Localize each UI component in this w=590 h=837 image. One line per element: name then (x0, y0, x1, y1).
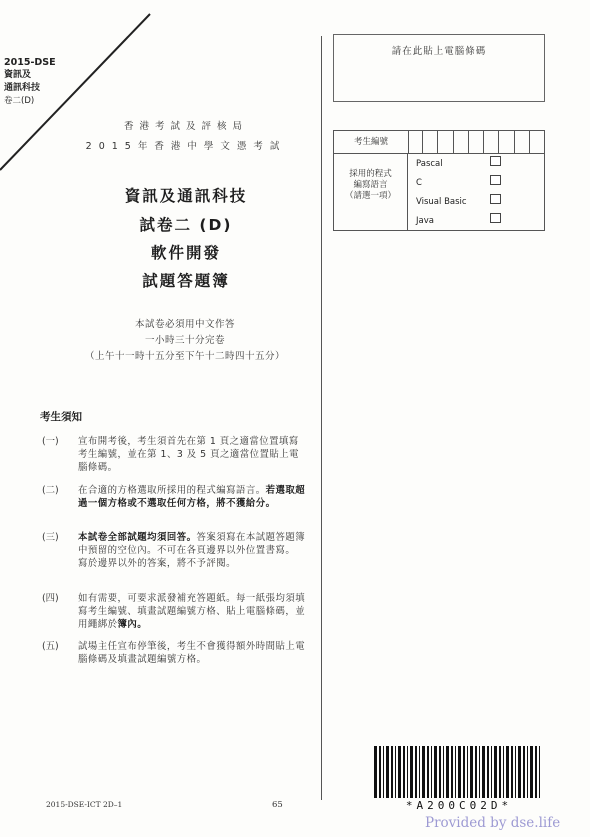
notice-number: (三) (42, 532, 59, 543)
barcode-bar (467, 746, 468, 798)
language-option-pascal: Pascal (416, 159, 443, 169)
notice-number: (一) (42, 436, 59, 447)
module-title: 軟件開發 (150, 244, 221, 262)
barcode-bar (419, 746, 420, 798)
barcode-bar (518, 746, 521, 798)
checkbox-c[interactable] (490, 175, 501, 185)
watermark-text: Provided by dse.life (425, 815, 561, 831)
margin-line (321, 36, 322, 800)
checkbox-java[interactable] (490, 213, 501, 223)
notice-text: 在合適的方格選取所採用的程式編寫語言。若選取超過一個方格或不選取任何方格，將不獲給分。 (78, 485, 306, 509)
exam-authority: 香港考試及評核局 (123, 121, 248, 132)
barcode-bar (431, 746, 432, 798)
barcode-bar (503, 746, 504, 798)
barcode-bar (455, 746, 456, 798)
barcode-bar (530, 746, 533, 798)
barcode-bar (482, 746, 485, 798)
notice-text: 本試卷全部試題均須回答。答案須寫在本試題答題簿中預留的空位內。不可在各頁邊界以外位置書寫。 寫於邊界以外的答案，將不予評閱。 (78, 532, 306, 569)
barcode-graphic (374, 746, 544, 798)
stamp-year: 2015-DSE (4, 57, 56, 68)
notice-text: 如有需要，可要求派發補充答題紙。每一紙張均須填寫考生編號、填畫試題編號方格、貼上電腦條碼，並用繩綁於簿內。 (78, 593, 306, 630)
barcode-bar (383, 746, 384, 798)
barcode-bar (494, 746, 497, 798)
barcode-bar (491, 746, 492, 798)
notice-text: 宣布開考後，考生須首先在第 1 頁之適當位置填寫考生編號，並在第 1、3 及 5 頁之適當位置貼上電腦條碼。 (78, 436, 299, 473)
paper-stamp (4, 56, 56, 108)
language-option-java: Java (416, 216, 434, 226)
barcode-bar (434, 746, 437, 798)
barcode-bar (458, 746, 461, 798)
barcode-bar (511, 746, 513, 798)
barcode-bar (427, 746, 429, 798)
notice-title: 考生須知 (40, 411, 82, 423)
barcode-bar (527, 746, 528, 798)
candidate-number-cells[interactable] (408, 131, 544, 153)
exam-name: 2015年香港中學文憑考試 (85, 141, 287, 152)
barcode-bar (475, 746, 477, 798)
barcode-bar (398, 746, 401, 798)
barcode-bar (403, 746, 405, 798)
language-option-visual-basic: Visual Basic (416, 197, 467, 207)
barcode-bar (379, 746, 381, 798)
notice-number: (二) (42, 485, 59, 496)
checkbox-pascal[interactable] (490, 156, 501, 166)
barcode-bar (391, 746, 393, 798)
language-label: 採用的程式 編寫語言 （請選一項） (334, 153, 408, 230)
barcode-sticker-label: 請在此貼上電腦條碼 (391, 46, 487, 57)
notice-text: 試場主任宣布停筆後，考生不會獲得額外時間貼上電腦條碼及填畫試題編號方格。 (78, 641, 306, 665)
footer-paper-code: 2015-DSE-ICT 2D–1 (46, 800, 123, 809)
barcode-bar (386, 746, 389, 798)
barcode-bar (523, 746, 525, 798)
language-instruction: 本試卷必須用中文作答 (134, 319, 235, 330)
duration-instruction: 一小時三十分完卷 (144, 335, 225, 346)
barcode-bar (374, 746, 377, 798)
page-number: 65 (272, 800, 283, 810)
language-option-c: C (416, 178, 422, 188)
candidate-number-row (334, 131, 544, 154)
stamp-subject-2: 通訊科技 (4, 83, 41, 93)
barcode-bar (451, 746, 453, 798)
barcode-code: *A200C02D* (405, 799, 513, 812)
booklet-title: 試題答題簿 (142, 272, 230, 290)
paper-title: 試卷二 (D) (139, 216, 233, 234)
barcode-bar (470, 746, 473, 798)
candidate-number-label: 考生編號 (334, 131, 409, 153)
notice-number: (四) (42, 593, 59, 604)
barcode-bar (506, 746, 509, 798)
candidate-info-table (333, 130, 545, 231)
barcode-bar (487, 746, 489, 798)
time-instruction: （上午十一時十五分至下午十二時四十五分） (84, 351, 285, 362)
barcode-bar (395, 746, 396, 798)
barcode-bar (515, 746, 516, 798)
barcode-bar (463, 746, 465, 798)
barcode-bar (535, 746, 537, 798)
barcode-sticker-area[interactable] (333, 34, 545, 102)
barcode-bar (499, 746, 501, 798)
barcode-bar (422, 746, 425, 798)
stamp-subject-1: 資訊及 (4, 70, 32, 80)
checkbox-visual-basic[interactable] (490, 194, 501, 204)
barcode-bar (446, 746, 449, 798)
barcode-bar (407, 746, 408, 798)
barcode-bar (539, 746, 540, 798)
notice-number: (五) (42, 641, 59, 652)
barcode-bar (439, 746, 441, 798)
barcode-bar (415, 746, 417, 798)
barcode-bar (479, 746, 480, 798)
subject-title: 資訊及通訊科技 (124, 187, 248, 205)
barcode-bar (410, 746, 413, 798)
barcode-bar (443, 746, 444, 798)
stamp-paper: 卷二(D) (4, 96, 35, 106)
